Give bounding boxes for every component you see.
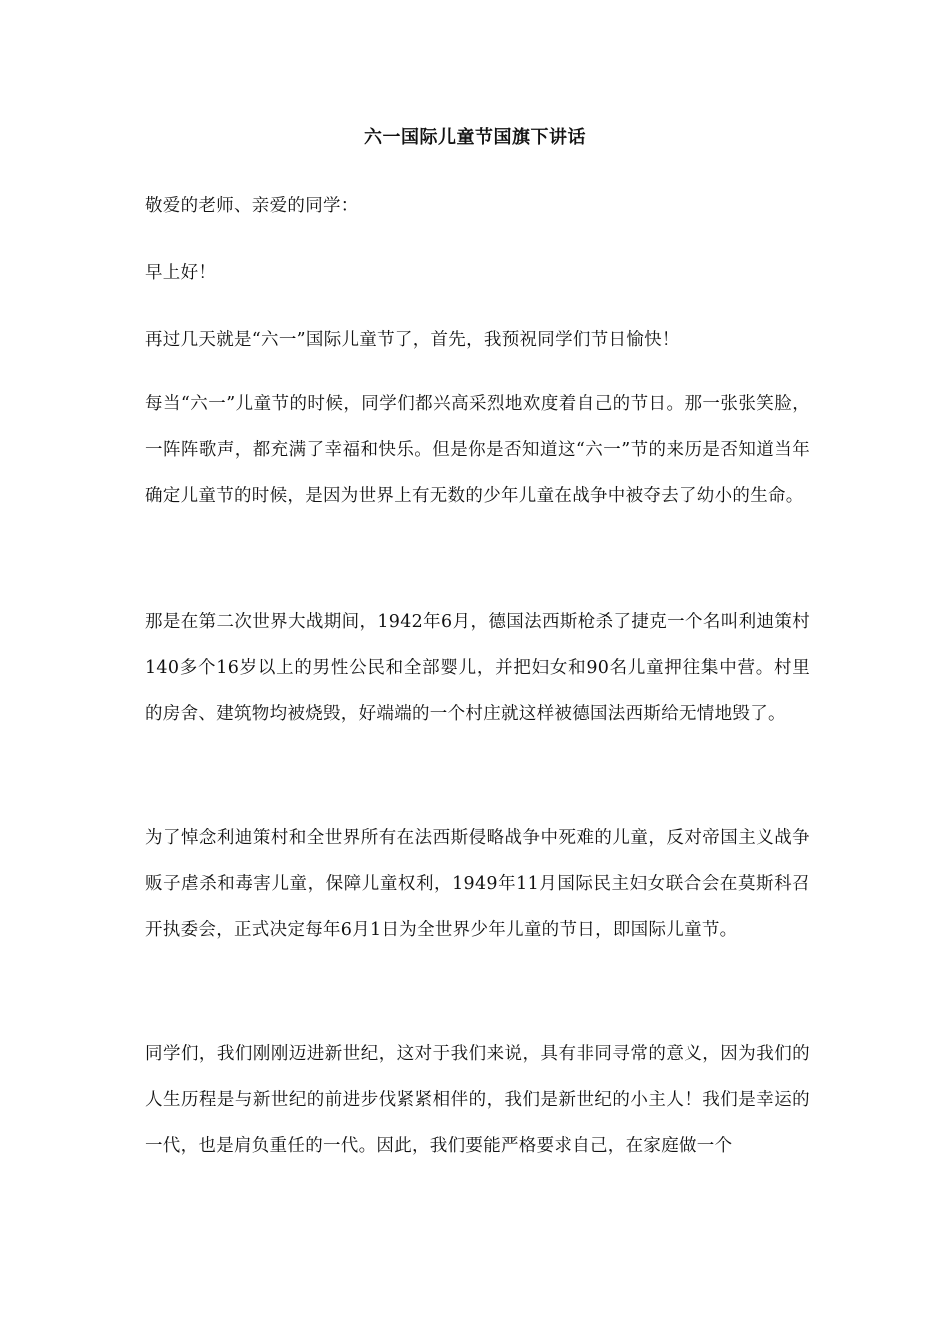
- body-paragraph: 为了悼念利迪策村和全世界所有在法西斯侵略战争中死难的儿童，反对帝国主义战争贩子虐杀和毒害儿童，保障儿童权利，1949年11月国际民主妇女联合会在莫斯科召开执委会，正式决定每年6月1日为全世界少年儿童的节日，即国际儿童节。: [145, 828, 810, 940]
- greeting-paragraph: 早上好！: [145, 263, 217, 283]
- body-paragraph: 再过几天就是“六一”国际儿童节了，首先，我预祝同学们节日愉快！: [145, 330, 680, 350]
- body-paragraph: 每当“六一”儿童节的时候，同学们都兴高采烈地欢度着自己的节日。那一张张笑脸，一阵阵歌声，都充满了幸福和快乐。但是你是否知道这“六一”节的来历是否知道当年确定儿童节的时候，是因为世界上有无数的少年儿童在战争中被夺去了幼小的生命。: [145, 394, 810, 506]
- body-paragraph: 同学们，我们刚刚迈进新世纪，这对于我们来说，具有非同寻常的意义，因为我们的人生历程是与新世纪的前进步伐紧紧相伴的，我们是新世纪的小主人！我们是幸运的一代，也是肩负重任的一代。因此，我们要能严格要求自己，在家庭做一个: [145, 1044, 810, 1156]
- document-title: 六一国际儿童节国旗下讲话: [364, 127, 586, 148]
- body-paragraph: 那是在第二次世界大战期间，1942年6月，德国法西斯枪杀了捷克一个名叫利迪策村140多个16岁以上的男性公民和全部婴儿，并把妇女和90名儿童押往集中营。村里的房舍、建筑物均被烧毁，好端端的一个村庄就这样被德国法西斯给无情地毁了。: [145, 612, 810, 724]
- salutation-paragraph: 敬爱的老师、亲爱的同学：: [145, 196, 359, 216]
